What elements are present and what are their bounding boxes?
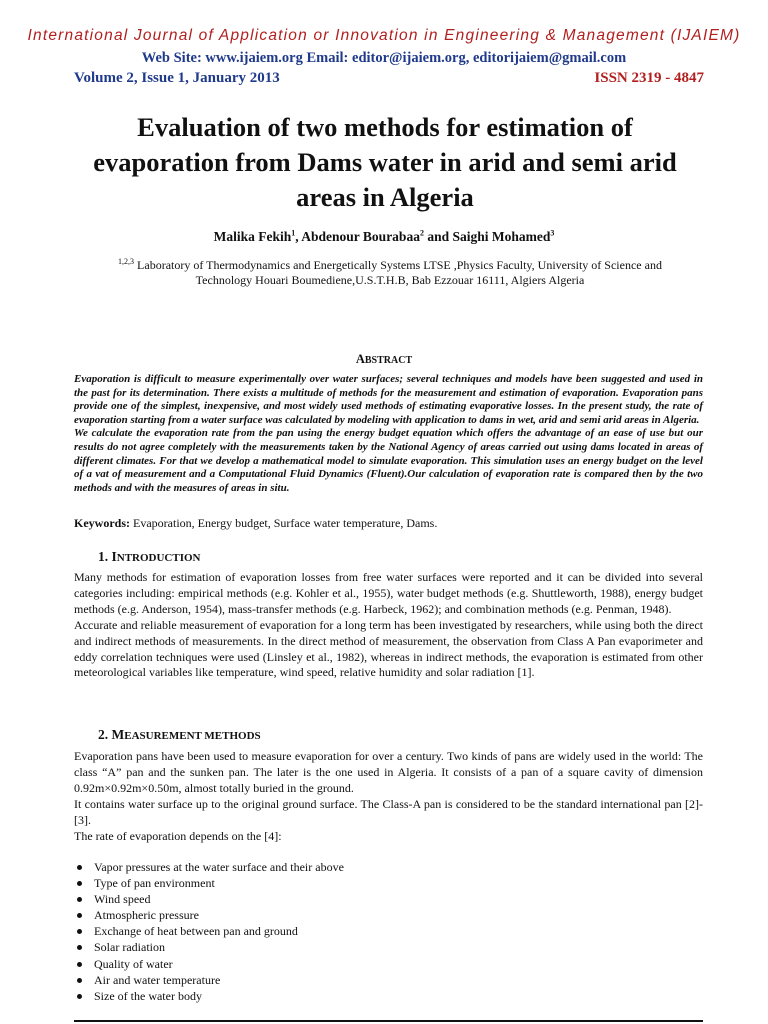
list-item: [74, 923, 694, 939]
affiliation-superscript: 1,2,3: [118, 257, 135, 266]
section-number: 1.: [98, 549, 109, 564]
introduction-body: [74, 570, 703, 681]
list-item: [74, 859, 694, 875]
author-name: Malika Fekih: [213, 229, 292, 244]
section-heading-measurement-methods: [98, 727, 261, 743]
evaporation-factors-list: [74, 859, 694, 1004]
abstract-heading-rest: BSTRACT: [364, 355, 413, 366]
footer-rule: [74, 1020, 703, 1022]
list-item-text: Atmospheric pressure: [94, 908, 199, 923]
author-separator: ,: [295, 229, 302, 244]
bullet-icon: [77, 881, 82, 886]
abstract-heading: [0, 352, 768, 367]
section-number: 2.: [98, 727, 109, 742]
affiliation: [90, 258, 690, 288]
body-paragraph: Evaporation pans have been used to measure evaporation for over a century. Two kinds of pans are widely used in the world: The class “A” pan and the sunken pan. The later is the one used in Algeria. It consists of a pan of a square cavity of dimension 0.92m×0.92m×0.50m, almost totally buried in the ground.: [74, 749, 703, 795]
bullet-icon: [77, 945, 82, 950]
section-title-initial: I: [108, 549, 117, 564]
abstract-heading-initial: A: [355, 352, 365, 366]
section-title-initial: M: [108, 727, 125, 742]
keywords-text: Evaporation, Energy budget, Surface water temperature, Dams.: [130, 516, 438, 530]
body-paragraph: Accurate and reliable measurement of evaporation for a long term has been investigated by researchers, while using both the direct and indirect methods of measurements. In the direct method of measurement, the observation from Class A Pan evaporimeter and eddy correlation techniques were used (Linsley et al., 1982), whereas in indirect methods, the evaporation is estimated from other meteorological variables like temperature, wind speed, relative humidity and solar radiation [1].: [74, 617, 703, 680]
list-item-text: Solar radiation: [94, 940, 165, 955]
bullet-icon: [77, 897, 82, 902]
author-list: [0, 229, 768, 245]
author-name: Saighi Mohamed: [452, 229, 551, 244]
affiliation-text: Laboratory of Thermodynamics and Energetically Systems LTSE ,Physics Faculty, University of Science and Technology Houari Boumediene,U.S.T.H.B, Bab Ezzouar 16111, Algiers Algeria: [134, 258, 662, 287]
section-title-rest: NTRODUCTION: [116, 552, 201, 564]
bullet-icon: [77, 929, 82, 934]
list-item: [74, 907, 694, 923]
list-item: [74, 972, 694, 988]
volume-issue: Volume 2, Issue 1, January 2013: [74, 70, 280, 86]
keywords: [74, 516, 703, 530]
list-item: [74, 939, 694, 955]
journal-website-line: Web Site: www.ijaiem.org Email: editor@ijaiem.org, editorijaiem@gmail.com: [141, 50, 627, 66]
author-separator: and: [423, 229, 453, 244]
body-paragraph: The rate of evaporation depends on the [4]:: [74, 828, 282, 843]
list-item-text: Exchange of heat between pan and ground: [94, 924, 298, 939]
bullet-icon: [77, 962, 82, 967]
list-item: [74, 891, 694, 907]
bullet-icon: [77, 865, 82, 870]
list-item: [74, 956, 694, 972]
author-name: Abdenour Bourabaa: [301, 229, 420, 244]
abstract-body: [74, 373, 703, 495]
journal-title: International Journal of Application or Innovation in Engineering & Management (IJAIEM): [27, 27, 741, 44]
list-item-text: Quality of water: [94, 956, 173, 971]
body-paragraph: Many methods for estimation of evaporation losses from free water surfaces were reported and it can be divided into several categories including: empirical methods (e.g. Kohler et al., 1955), water budget methods (e.g. Shuttleworth, 1988), energy budget methods (e.g. Anderson, 1954), mass-transfer methods (e.g. Harbeck, 1962); and combination methods (e.g. Penman, 1948).: [74, 570, 703, 616]
measurement-methods-body: [74, 749, 703, 844]
list-item-text: Size of the water body: [94, 988, 202, 1003]
list-item-text: Air and water temperature: [94, 972, 221, 987]
author-superscript: 2: [419, 228, 424, 238]
keywords-label: Keywords:: [74, 516, 130, 530]
body-paragraph: It contains water surface up to the original ground surface. The Class-A pan is considered to be the standard international pan [2]-[3].: [74, 796, 703, 827]
issn: ISSN 2319 - 4847: [594, 70, 704, 86]
paper-title: Evaluation of two methods for estimation of evaporation from Dams water in arid and semi arid areas in Algeria: [93, 112, 677, 212]
author-superscript: 3: [550, 228, 555, 238]
author-superscript: 1: [291, 228, 296, 238]
abstract-paragraph: We calculate the evaporation rate from the pan using the energy budget equation which offers the advantage of an ease of use but our results do not agree completely with the measurements taken by the National Agency of areas carried out using dams located in areas of different climates. For that we develop a mathematical model to simulate evaporation. This simulation uses an energy budget on the level of a vat of measurement and a Computational Fluid Dynamics (Fluent).Our calculation of evaporation rate is compared then by the two methods and with the measures of areas in situ.: [74, 427, 703, 494]
list-item-text: Vapor pressures at the water surface and their above: [94, 860, 344, 874]
list-item: [74, 875, 694, 891]
list-item-text: Type of pan environment: [94, 876, 215, 891]
section-title-rest: EASUREMENT METHODS: [124, 730, 261, 742]
bullet-icon: [77, 978, 82, 983]
list-item: [74, 988, 694, 1004]
bullet-icon: [77, 994, 82, 999]
section-heading-introduction: [98, 549, 201, 565]
abstract-paragraph: Evaporation is difficult to measure experimentally over water surfaces; several techniques and models have been suggested and used in the past for its determination. There exists a multitude of methods for the measurement and estimation of evaporation. Evaporation pans provide one of the simplest, inexpensive, and most widely used methods of estimating evaporative losses. In the present study, the rate of evaporation starting from a water surface was calculated by modeling with application to dams in wet, arid and semi arid areas in Algeria.: [74, 373, 703, 426]
bullet-icon: [77, 913, 82, 918]
list-item-text: Wind speed: [94, 892, 151, 907]
